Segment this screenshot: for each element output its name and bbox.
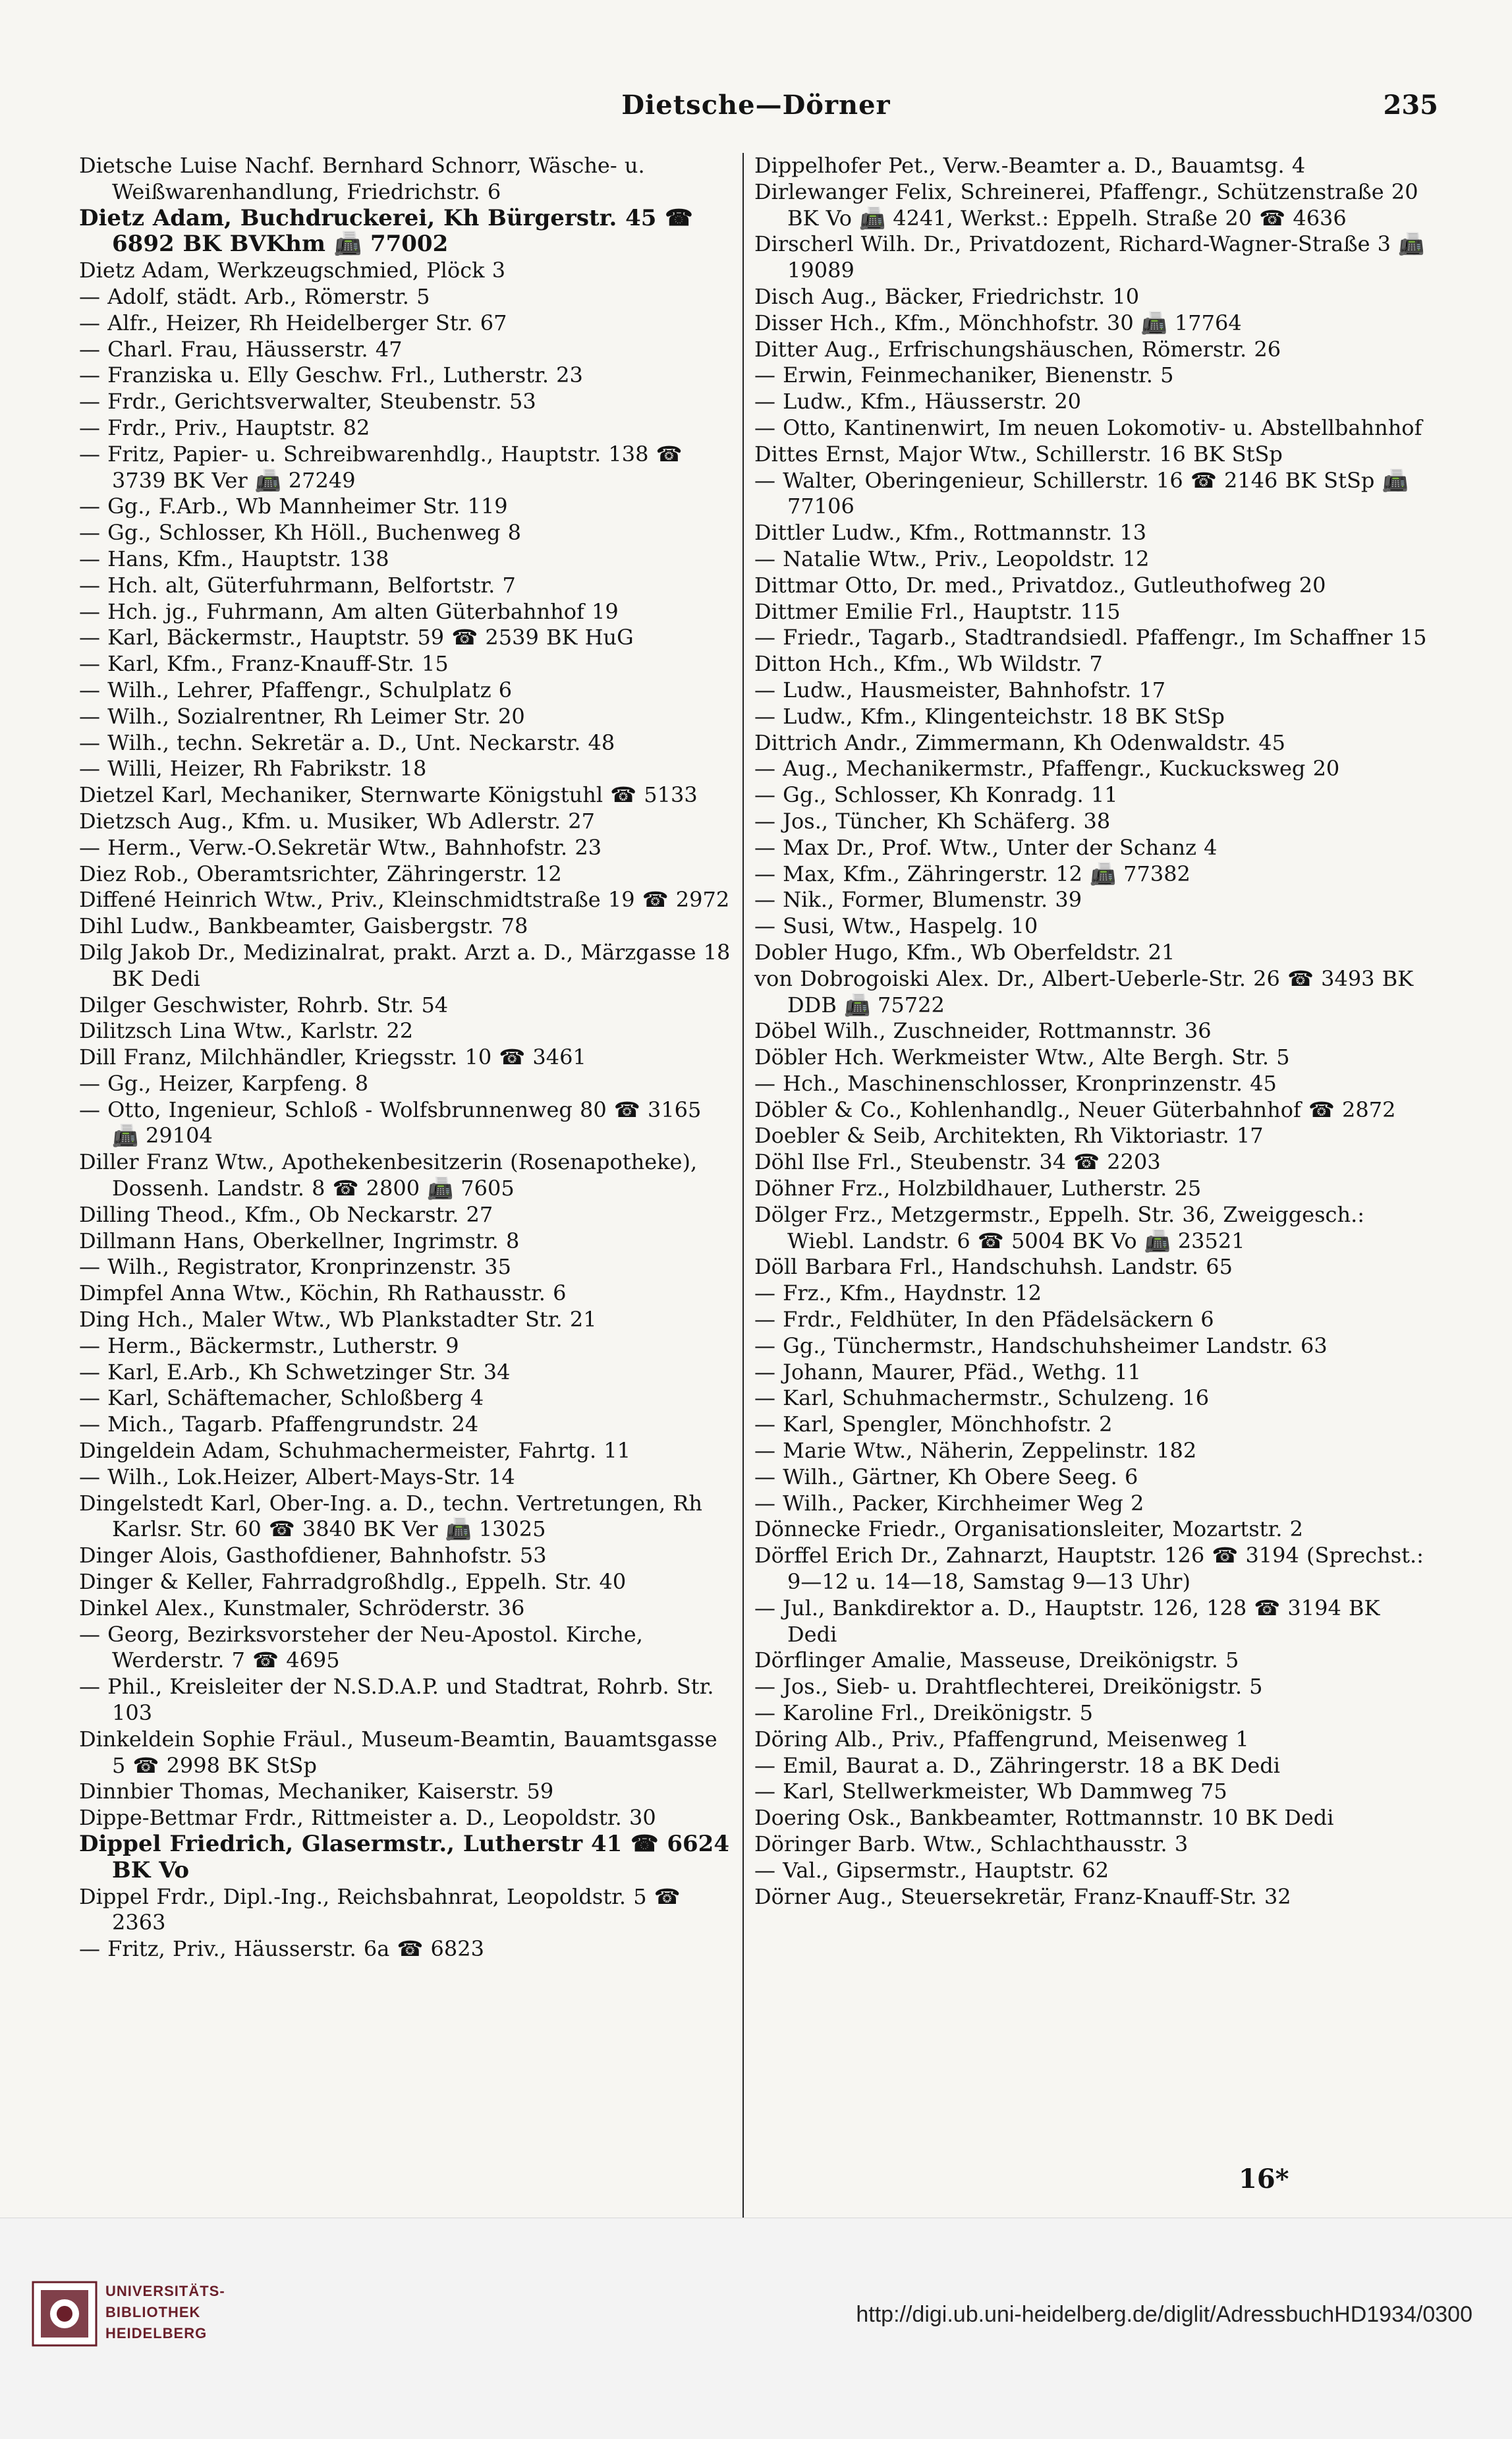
directory-entry: — Ludw., Kfm., Klingenteichstr. 18 BK StSp bbox=[754, 703, 1225, 729]
directory-entry: — Hch., Maschinenschlosser, Kronprinzenstr. 45 bbox=[754, 1070, 1277, 1096]
directory-entry: — Gg., F.Arb., Wb Mannheimer Str. 119 bbox=[79, 494, 508, 519]
directory-entry: Ding Hch., Maler Wtw., Wb Plankstadter Str. 21 bbox=[79, 1307, 597, 1333]
library-logo[interactable] bbox=[32, 2277, 249, 2349]
directory-entry: — Frz., Kfm., Haydnstr. 12 bbox=[754, 1280, 1042, 1306]
directory-entry: Dönnecke Friedr., Organisationsleiter, Mozartstr. 2 bbox=[754, 1516, 1303, 1542]
directory-entry: — Marie Wtw., Näherin, Zeppelinstr. 182 bbox=[754, 1438, 1197, 1464]
directory-entry: Dingelstedt Karl, Ober-Ing. a. D., techn. Vertretungen, Rh Karlsr. Str. 60 ☎ 3840 BK Ver 📠 13025 bbox=[79, 1490, 702, 1542]
directory-entry: Dietsche Luise Nachf. Bernhard Schnorr, Wäsche- u. Weißwarenhandlung, Friedrichstr. 6 bbox=[79, 153, 645, 204]
directory-entry: — Susi, Wtw., Haspelg. 10 bbox=[754, 913, 1038, 939]
directory-entry: — Max Dr., Prof. Wtw., Unter der Schanz 4 bbox=[754, 834, 1218, 860]
directory-entry: — Herm., Verw.-O.Sekretär Wtw., Bahnhofstr. 23 bbox=[79, 834, 602, 860]
directory-entry: — Gg., Schlosser, Kh Konradg. 11 bbox=[754, 782, 1118, 808]
page-number: 235 bbox=[1383, 90, 1438, 121]
directory-entry: — Walter, Oberingenieur, Schillerstr. 16 ☎ 2146 BK StSp 📠 77106 bbox=[754, 467, 1409, 519]
directory-entry: Diller Franz Wtw., Apothekenbesitzerin (Rosenapotheke), Dossenh. Landstr. 8 ☎ 2800 📠 7605 bbox=[79, 1149, 698, 1201]
page-header bbox=[0, 84, 1512, 130]
directory-entry: — Max, Kfm., Zähringerstr. 12 📠 77382 bbox=[754, 861, 1190, 886]
directory-entry: Dippel Friedrich, Glasermstr., Lutherstr 41 ☎ 6624 BK Vo bbox=[79, 1831, 729, 1883]
directory-entry: Dölger Frz., Metzgermstr., Eppelh. Str. 36, Zweiggesch.: Wiebl. Landstr. 6 ☎ 5004 BK Vo 📠 23521 bbox=[754, 1201, 1365, 1253]
directory-entry: — Hch. jg., Fuhrmann, Am alten Güterbahnhof 19 bbox=[79, 598, 619, 624]
directory-entry: Diez Rob., Oberamtsrichter, Zähringerstr. 12 bbox=[79, 861, 562, 886]
column-divider bbox=[742, 153, 744, 2229]
directory-entry: Dill Franz, Milchhändler, Kriegsstr. 10 ☎ 3461 bbox=[79, 1045, 586, 1070]
running-title: Dietsche—Dörner bbox=[621, 90, 891, 121]
directory-entry: — Karl, Schuhmachermstr., Schulzeng. 16 bbox=[754, 1385, 1210, 1411]
directory-entry: — Franziska u. Elly Geschw. Frl., Lutherstr. 23 bbox=[79, 362, 583, 388]
directory-entry: Dilling Theod., Kfm., Ob Neckarstr. 27 bbox=[79, 1201, 493, 1227]
directory-entry: — Georg, Bezirksvorsteher der Neu-Apostol. Kirche, Werderstr. 7 ☎ 4695 bbox=[79, 1621, 643, 1673]
directory-entry: Dittmer Emilie Frl., Hauptstr. 115 bbox=[754, 598, 1121, 624]
directory-entry: Dörner Aug., Steuersekretär, Franz-Knauff-Str. 32 bbox=[754, 1883, 1291, 1909]
directory-entry: — Aug., Mechanikermstr., Pfaffengr., Kuckucksweg 20 bbox=[754, 756, 1340, 782]
directory-entry: von Dobrogoiski Alex. Dr., Albert-Ueberle-Str. 26 ☎ 3493 BK DDB 📠 75722 bbox=[754, 965, 1414, 1018]
source-url[interactable]: http://digi.ub.uni-heidelberg.de/diglit/AdressbuchHD1934/0300 bbox=[856, 2302, 1472, 2327]
directory-entry: — Gg., Tünchermstr., Handschuhsheimer Landstr. 63 bbox=[754, 1333, 1328, 1358]
directory-entry: — Hch. alt, Güterfuhrmann, Belfortstr. 7 bbox=[79, 572, 516, 598]
directory-entry: Döll Barbara Frl., Handschuhsh. Landstr. 65 bbox=[754, 1254, 1233, 1280]
directory-entry: Dingeldein Adam, Schuhmachermeister, Fahrtg. 11 bbox=[79, 1438, 631, 1464]
directory-entry: Döbler & Co., Kohlenhandlg., Neuer Güterbahnhof ☎ 2872 bbox=[754, 1097, 1396, 1122]
directory-entry: Doering Osk., Bankbeamter, Rottmannstr. 10 BK Dedi bbox=[754, 1805, 1334, 1831]
left-column bbox=[79, 153, 731, 1963]
directory-entry: — Ludw., Hausmeister, Bahnhofstr. 17 bbox=[754, 677, 1166, 703]
signature-mark: 16* bbox=[1239, 2164, 1289, 2195]
directory-entry: Dimpfel Anna Wtw., Köchin, Rh Rathausstr. 6 bbox=[79, 1280, 567, 1306]
directory-entry: Dinger & Keller, Fahrradgroßhdlg., Eppelh. Str. 40 bbox=[79, 1569, 627, 1595]
directory-entry: — Karl, Bäckermstr., Hauptstr. 59 ☎ 2539 BK HuG bbox=[79, 625, 634, 650]
directory-entry: — Jul., Bankdirektor a. D., Hauptstr. 126, 128 ☎ 3194 BK Dedi bbox=[754, 1595, 1380, 1647]
directory-entry: Dietzsch Aug., Kfm. u. Musiker, Wb Adlerstr. 27 bbox=[79, 808, 595, 834]
directory-entry: Dirscherl Wilh. Dr., Privatdozent, Richard-Wagner-Straße 3 📠 19089 bbox=[754, 231, 1425, 283]
directory-entry: — Natalie Wtw., Priv., Leopoldstr. 12 bbox=[754, 546, 1150, 571]
directory-entry: Dobler Hugo, Kfm., Wb Oberfeldstr. 21 bbox=[754, 939, 1175, 965]
directory-entry: Dietzel Karl, Mechaniker, Sternwarte Königstuhl ☎ 5133 bbox=[79, 782, 698, 808]
directory-entry: — Friedr., Tagarb., Stadtrandsiedl. Pfaffengr., Im Schaffner 15 bbox=[754, 625, 1427, 650]
library-name: UNIVERSITÄTS- BIBLIOTHEK HEIDELBERG bbox=[105, 2283, 225, 2341]
directory-entry: — Frdr., Priv., Hauptstr. 82 bbox=[79, 415, 370, 440]
directory-entry: — Emil, Baurat a. D., Zähringerstr. 18 a BK Dedi bbox=[754, 1752, 1280, 1778]
directory-entry: — Karoline Frl., Dreikönigstr. 5 bbox=[754, 1700, 1094, 1726]
directory-entry: Döbler Hch. Werkmeister Wtw., Alte Bergh. Str. 5 bbox=[754, 1045, 1290, 1070]
directory-entry: Diffené Heinrich Wtw., Priv., Kleinschmidtstraße 19 ☎ 2972 bbox=[79, 887, 730, 913]
directory-entry: Ditter Aug., Erfrischungshäuschen, Römerstr. 26 bbox=[754, 336, 1281, 362]
right-column bbox=[754, 153, 1436, 1910]
directory-entry: — Wilh., Gärtner, Kh Obere Seeg. 6 bbox=[754, 1464, 1138, 1489]
directory-entry: — Adolf, städt. Arb., Römerstr. 5 bbox=[79, 283, 430, 309]
directory-entry: Dippelhofer Pet., Verw.-Beamter a. D., Bauamtsg. 4 bbox=[754, 153, 1306, 178]
directory-entry: — Charl. Frau, Häusserstr. 47 bbox=[79, 336, 403, 362]
directory-entry: — Phil., Kreisleiter der N.S.D.A.P. und Stadtrat, Rohrb. Str. 103 bbox=[79, 1674, 714, 1726]
directory-entry: Dittes Ernst, Major Wtw., Schillerstr. 16 BK StSp bbox=[754, 441, 1283, 467]
directory-entry: Dinger Alois, Gasthofdiener, Bahnhofstr. 53 bbox=[79, 1543, 547, 1568]
directory-entry: Dittrich Andr., Zimmermann, Kh Odenwaldstr. 45 bbox=[754, 730, 1285, 755]
directory-entry: Dillmann Hans, Oberkellner, Ingrimstr. 8 bbox=[79, 1228, 520, 1253]
directory-entry: Dinnbier Thomas, Mechaniker, Kaiserstr. 59 bbox=[79, 1779, 554, 1804]
directory-entry: Doebler & Seib, Architekten, Rh Viktoriastr. 17 bbox=[754, 1123, 1264, 1149]
directory-entry: — Otto, Kantinenwirt, Im neuen Lokomotiv- u. Abstellbahnhof bbox=[754, 415, 1422, 440]
directory-entry: — Gg., Schlosser, Kh Höll., Buchenweg 8 bbox=[79, 520, 521, 546]
directory-entry: Dittler Ludw., Kfm., Rottmannstr. 13 bbox=[754, 520, 1147, 546]
directory-entry: Dietz Adam, Werkzeugschmied, Plöck 3 bbox=[79, 258, 506, 283]
directory-entry: Disser Hch., Kfm., Mönchhofstr. 30 📠 17764 bbox=[754, 310, 1242, 335]
directory-entry: Dittmar Otto, Dr. med., Privatdoz., Gutleuthofweg 20 bbox=[754, 572, 1326, 598]
directory-entry: — Willi, Heizer, Rh Fabrikstr. 18 bbox=[79, 756, 427, 782]
directory-entry: — Karl, Schäftemacher, Schloßberg 4 bbox=[79, 1385, 484, 1411]
university-seal-icon bbox=[32, 2281, 98, 2347]
directory-entry: — Jos., Sieb- u. Drahtflechterei, Dreikönigstr. 5 bbox=[754, 1674, 1263, 1700]
directory-entry: Dihl Ludw., Bankbeamter, Gaisbergstr. 78 bbox=[79, 913, 528, 939]
directory-entry: — Wilh., techn. Sekretär a. D., Unt. Neckarstr. 48 bbox=[79, 730, 615, 755]
directory-entry: — Ludw., Kfm., Häusserstr. 20 bbox=[754, 389, 1082, 415]
directory-entry: Dinkeldein Sophie Fräul., Museum-Beamtin, Bauamtsgasse 5 ☎ 2998 BK StSp bbox=[79, 1726, 717, 1778]
directory-entry: — Wilh., Packer, Kirchheimer Weg 2 bbox=[754, 1490, 1144, 1516]
directory-entry: — Nik., Former, Blumenstr. 39 bbox=[754, 887, 1082, 913]
directory-entry: — Otto, Ingenieur, Schloß - Wolfsbrunnenweg 80 ☎ 3165 📠 29104 bbox=[79, 1097, 702, 1149]
directory-entry: — Jos., Tüncher, Kh Schäferg. 38 bbox=[754, 808, 1111, 834]
directory-entry: — Frdr., Gerichtsverwalter, Steubenstr. 53 bbox=[79, 389, 536, 415]
directory-entry: — Johann, Maurer, Pfäd., Wethg. 11 bbox=[754, 1359, 1142, 1385]
directory-entry: Disch Aug., Bäcker, Friedrichstr. 10 bbox=[754, 283, 1140, 309]
directory-entry: Dippe-Bettmar Frdr., Rittmeister a. D., Leopoldstr. 30 bbox=[79, 1805, 656, 1831]
directory-entry: — Fritz, Priv., Häusserstr. 6a ☎ 6823 bbox=[79, 1936, 484, 1962]
directory-entry: — Erwin, Feinmechaniker, Bienenstr. 5 bbox=[754, 362, 1174, 388]
directory-entry: — Karl, Spengler, Mönchhofstr. 2 bbox=[754, 1412, 1113, 1437]
directory-entry: — Wilh., Lok.Heizer, Albert-Mays-Str. 14 bbox=[79, 1464, 515, 1489]
directory-entry: Döring Alb., Priv., Pfaffengrund, Meisenweg 1 bbox=[754, 1726, 1249, 1752]
directory-entry: Dietz Adam, Buchdruckerei, Kh Bürgerstr. 45 ☎ 6892 BK BVKhm 📠 77002 bbox=[79, 204, 693, 258]
directory-entry: — Val., Gipsermstr., Hauptstr. 62 bbox=[754, 1857, 1109, 1883]
directory-entry: Döringer Barb. Wtw., Schlachthausstr. 3 bbox=[754, 1831, 1189, 1856]
directory-entry: Dilger Geschwister, Rohrb. Str. 54 bbox=[79, 992, 449, 1018]
directory-entry: — Alfr., Heizer, Rh Heidelberger Str. 67 bbox=[79, 310, 507, 335]
directory-entry: — Karl, Stellwerkmeister, Wb Dammweg 75 bbox=[754, 1779, 1227, 1804]
directory-entry: Dörflinger Amalie, Masseuse, Dreikönigstr. 5 bbox=[754, 1648, 1239, 1673]
directory-entry: — Frdr., Feldhüter, In den Pfädelsäckern 6 bbox=[754, 1307, 1214, 1333]
directory-entry: — Karl, E.Arb., Kh Schwetzinger Str. 34 bbox=[79, 1359, 511, 1385]
directory-entry: Döbel Wilh., Zuschneider, Rottmannstr. 36 bbox=[754, 1018, 1212, 1044]
directory-entry: Döhner Frz., Holzbildhauer, Lutherstr. 25 bbox=[754, 1176, 1202, 1201]
directory-entry: — Wilh., Lehrer, Pfaffengr., Schulplatz 6 bbox=[79, 677, 513, 703]
directory-entry: — Wilh., Sozialrentner, Rh Leimer Str. 20 bbox=[79, 703, 525, 729]
directory-entry: Ditton Hch., Kfm., Wb Wildstr. 7 bbox=[754, 651, 1103, 677]
directory-entry: Dirlewanger Felix, Schreinerei, Pfaffengr., Schützenstraße 20 BK Vo 📠 4241, Werkst.: Eppelh. Straße 20 ☎ 4636 bbox=[754, 179, 1418, 231]
directory-entry: — Fritz, Papier- u. Schreibwarenhdlg., Hauptstr. 138 ☎ 3739 BK Ver 📠 27249 bbox=[79, 441, 683, 493]
directory-entry: Dippel Frdr., Dipl.-Ing., Reichsbahnrat, Leopoldstr. 5 ☎ 2363 bbox=[79, 1883, 681, 1936]
directory-entry: — Wilh., Registrator, Kronprinzenstr. 35 bbox=[79, 1254, 511, 1280]
directory-entry: Döhl Ilse Frl., Steubenstr. 34 ☎ 2203 bbox=[754, 1149, 1161, 1175]
directory-entry: — Mich., Tagarb. Pfaffengrundstr. 24 bbox=[79, 1412, 479, 1437]
directory-entry: Dörffel Erich Dr., Zahnarzt, Hauptstr. 126 ☎ 3194 (Sprechst.: 9—12 u. 14—18, Samstag 9—13 Uhr) bbox=[754, 1543, 1424, 1595]
directory-entry: Dilitzsch Lina Wtw., Karlstr. 22 bbox=[79, 1018, 414, 1044]
directory-entry: — Hans, Kfm., Hauptstr. 138 bbox=[79, 546, 389, 571]
directory-entry: — Gg., Heizer, Karpfeng. 8 bbox=[79, 1070, 369, 1096]
directory-entry: — Herm., Bäckermstr., Lutherstr. 9 bbox=[79, 1333, 459, 1358]
directory-entry: Dinkel Alex., Kunstmaler, Schröderstr. 36 bbox=[79, 1595, 525, 1621]
directory-entry: — Karl, Kfm., Franz-Knauff-Str. 15 bbox=[79, 651, 449, 677]
directory-entry: Dilg Jakob Dr., Medizinalrat, prakt. Arzt a. D., Märzgasse 18 BK Dedi bbox=[79, 939, 731, 991]
